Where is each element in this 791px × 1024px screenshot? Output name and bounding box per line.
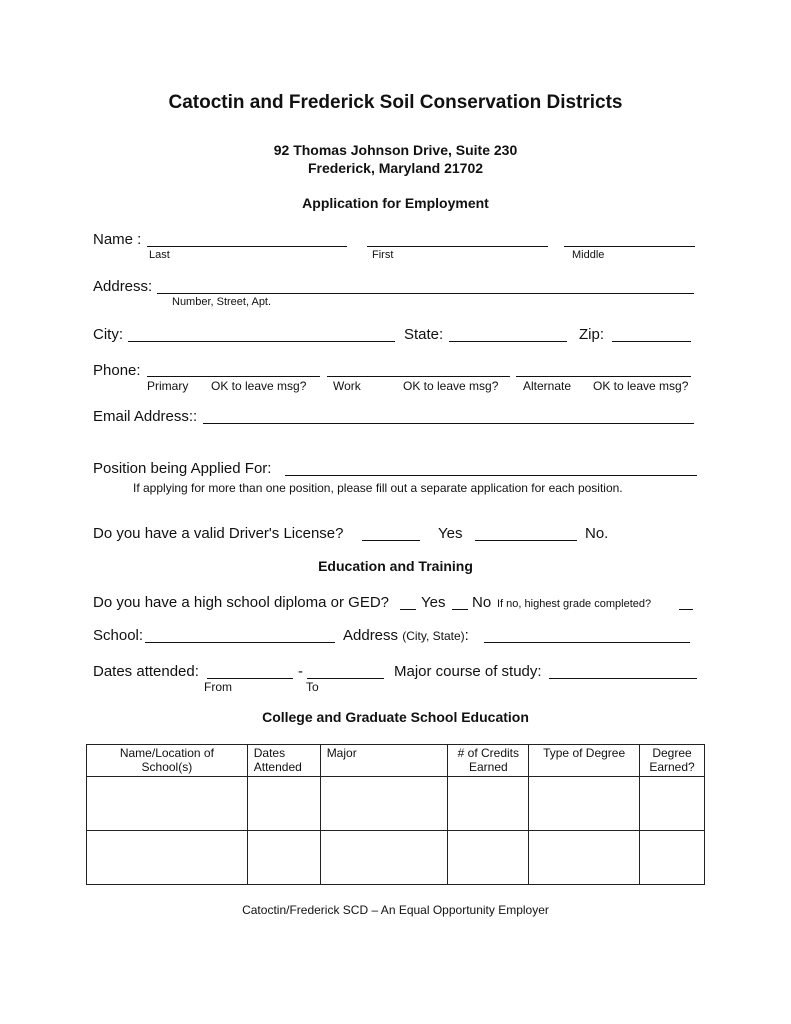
position-label: Position being Applied For: bbox=[93, 460, 272, 477]
highest-grade-note: If no, highest grade completed? bbox=[497, 598, 652, 610]
major-label: Major course of study: bbox=[394, 663, 542, 680]
phone-label: Phone: bbox=[93, 362, 141, 379]
cell-school[interactable] bbox=[87, 777, 248, 831]
school-address-label bbox=[343, 627, 469, 644]
cell-degree-earned[interactable] bbox=[640, 777, 705, 831]
phone-primary-caption: Primary bbox=[147, 379, 189, 393]
cell-credits[interactable] bbox=[448, 831, 529, 885]
license-no-field[interactable] bbox=[475, 540, 577, 541]
zip-field[interactable] bbox=[612, 341, 691, 342]
dates-dash: - bbox=[298, 663, 303, 680]
diploma-question: Do you have a high school diploma or GED? bbox=[93, 594, 390, 611]
highest-grade-field[interactable] bbox=[679, 609, 693, 610]
license-yes-label: Yes bbox=[438, 525, 463, 542]
column-header-credits: # of Credits Earned bbox=[448, 745, 529, 777]
city-field[interactable] bbox=[128, 341, 395, 342]
cell-major[interactable] bbox=[320, 777, 448, 831]
school-label: School: bbox=[93, 627, 144, 644]
table-row bbox=[87, 831, 705, 885]
name-middle-field[interactable] bbox=[564, 246, 695, 247]
dates-to-field[interactable] bbox=[307, 678, 384, 679]
name-first-caption: First bbox=[372, 249, 394, 261]
phone-alternate-caption: Alternate bbox=[523, 379, 572, 393]
state-field[interactable] bbox=[449, 341, 567, 342]
cell-credits[interactable] bbox=[448, 777, 529, 831]
license-yes-field[interactable] bbox=[362, 540, 420, 541]
diploma-no-label: No bbox=[472, 594, 492, 611]
city-label: City: bbox=[93, 326, 123, 343]
cell-major[interactable] bbox=[320, 831, 448, 885]
phone-work-caption: Work bbox=[333, 379, 361, 393]
major-field[interactable] bbox=[549, 678, 697, 679]
college-education-table bbox=[86, 744, 705, 885]
phone-alternate-ok-caption: OK to leave msg? bbox=[593, 379, 689, 393]
column-header-school: Name/Location of School(s) bbox=[87, 745, 248, 777]
dates-from-field[interactable] bbox=[207, 678, 293, 679]
diploma-yes-label: Yes bbox=[421, 594, 446, 611]
column-header-degree-earned: Degree Earned? bbox=[640, 745, 705, 777]
phone-work-field[interactable] bbox=[327, 376, 510, 377]
college-section-title: College and Graduate School Education bbox=[262, 709, 529, 725]
column-header-dates-attended: Dates Attended bbox=[247, 745, 320, 777]
organization-title: Catoctin and Frederick Soil Conservation Districts bbox=[168, 92, 623, 113]
column-header-major: Major bbox=[320, 745, 448, 777]
phone-primary-ok-caption: OK to leave msg? bbox=[211, 379, 307, 393]
dates-to-caption: To bbox=[306, 680, 319, 694]
state-label: State: bbox=[404, 326, 444, 343]
address-label: Address: bbox=[93, 278, 153, 295]
position-note: If applying for more than one position, please fill out a separate application for each position. bbox=[133, 481, 623, 495]
table-header-row bbox=[87, 745, 705, 777]
footer-text: Catoctin/Frederick SCD – An Equal Opportunity Employer bbox=[242, 903, 549, 917]
dates-from-caption: From bbox=[204, 680, 232, 694]
school-address-colon: : bbox=[464, 627, 469, 644]
name-middle-caption: Middle bbox=[572, 249, 605, 261]
education-section-title: Education and Training bbox=[318, 558, 473, 574]
dates-attended-label: Dates attended: bbox=[93, 663, 199, 680]
address-line-1: 92 Thomas Johnson Drive, Suite 230 bbox=[273, 142, 518, 158]
address-line-2: Frederick, Maryland 21702 bbox=[307, 160, 484, 176]
phone-primary-field[interactable] bbox=[147, 376, 320, 377]
school-address-paren: (City, State) bbox=[402, 629, 465, 643]
table-row bbox=[87, 777, 705, 831]
diploma-yes-field[interactable] bbox=[400, 609, 416, 610]
name-first-field[interactable] bbox=[367, 246, 548, 247]
phone-work-ok-caption: OK to leave msg? bbox=[403, 379, 499, 393]
form-title: Application for Employment bbox=[302, 195, 489, 211]
school-address-field[interactable] bbox=[484, 642, 690, 643]
license-question: Do you have a valid Driver's License? bbox=[93, 525, 344, 542]
school-field[interactable] bbox=[145, 642, 335, 643]
diploma-no-field[interactable] bbox=[452, 609, 468, 610]
cell-degree-type[interactable] bbox=[529, 777, 640, 831]
cell-degree-type[interactable] bbox=[529, 831, 640, 885]
cell-dates[interactable] bbox=[247, 831, 320, 885]
email-field[interactable] bbox=[203, 423, 694, 424]
name-last-caption: Last bbox=[149, 249, 170, 261]
cell-degree-earned[interactable] bbox=[640, 831, 705, 885]
column-header-degree-type: Type of Degree bbox=[529, 745, 640, 777]
position-field[interactable] bbox=[285, 475, 697, 476]
license-no-label: No. bbox=[585, 525, 609, 542]
phone-alternate-field[interactable] bbox=[516, 376, 691, 377]
school-address-text: Address bbox=[343, 627, 399, 644]
name-last-field[interactable] bbox=[147, 246, 347, 247]
address-field[interactable] bbox=[157, 293, 694, 294]
cell-school[interactable] bbox=[87, 831, 248, 885]
cell-dates[interactable] bbox=[247, 777, 320, 831]
zip-label: Zip: bbox=[579, 326, 605, 343]
name-label: Name : bbox=[93, 231, 142, 248]
address-caption: Number, Street, Apt. bbox=[172, 296, 272, 308]
email-label: Email Address:: bbox=[93, 408, 198, 425]
